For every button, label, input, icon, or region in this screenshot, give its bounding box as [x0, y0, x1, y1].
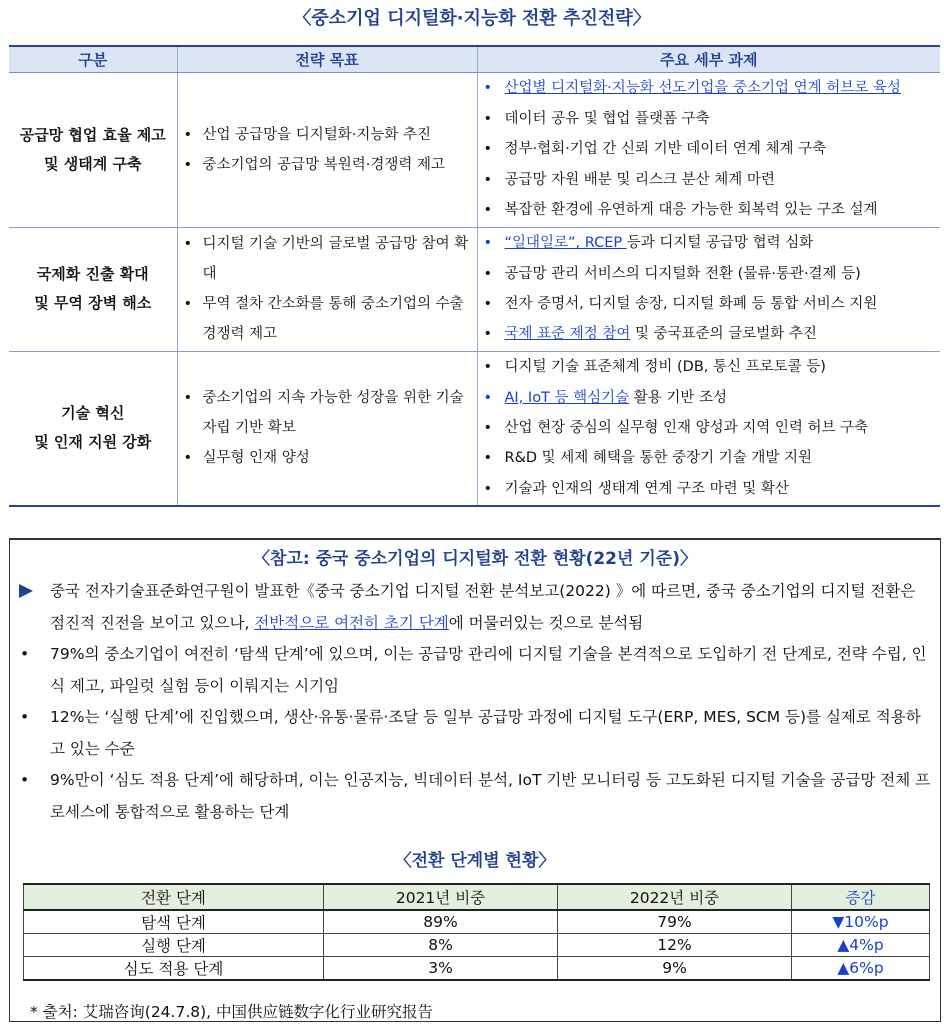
stage-header: 증감	[792, 884, 930, 910]
task-item: • 전자 증명서, 디지털 송장, 디지털 화폐 등 통합 서비스 지원	[478, 289, 941, 319]
task-item: • 공급망 관리 서비스의 디지털화 전환 (물류·통관·결제 등)	[478, 259, 941, 289]
stage-cell: 79%	[558, 910, 792, 934]
task-item: • R&D 및 세제 혜택을 통한 중장기 기술 개발 지원	[478, 443, 941, 473]
stage-cell: 3%	[324, 957, 558, 981]
goal-item: • 실무형 인재 양성	[178, 443, 477, 473]
goal-item: • 중소기업의 지속 가능한 성장을 위한 기술자립 기반 확보	[178, 383, 477, 443]
category-line: 및 생태계 구축	[44, 154, 142, 173]
goals-cell	[177, 351, 477, 506]
task-link[interactable]: 국제 표준 제정 참여	[504, 326, 631, 343]
goals-cell	[177, 72, 477, 227]
task-item: • AI, IoT 등 핵심기술 활용 기반 조성	[478, 383, 941, 413]
stage-row	[24, 957, 930, 981]
goal-item: • 산업 공급망을 디지털화·지능화 추진	[178, 120, 477, 150]
task-item: • 디지털 기술 표준체계 정비 (DB, 통신 프로토콜 등)	[478, 352, 941, 382]
category-line: 기술 혁신	[61, 404, 125, 423]
strategy-table	[9, 45, 940, 507]
category-line: 공급망 협업 효율 제고	[19, 125, 166, 144]
tasks-cell	[477, 227, 940, 351]
category-line: 및 무역 장벽 해소	[34, 294, 152, 312]
goals-cell	[177, 227, 477, 351]
stage-header: 전환 단계	[24, 884, 324, 910]
category-line: 국제화 진출 확대	[36, 265, 149, 283]
category-line: 및 인재 지원 강화	[34, 433, 152, 452]
strategy-row-globalization	[9, 227, 940, 351]
reference-paragraph: • 9%만이 ‘심도 적용 단계’에 해당하며, 이는 인공지능, 빅데이터 분석, IoT 기반 모니터링 등 고도화된 디지털 기술을 공급망 전체 프로세스에 통합적으로 활용하는 단계	[10, 765, 940, 828]
task-item: • 정부·협회·기업 간 신뢰 기반 데이터 연계 체계 구축	[478, 134, 941, 164]
reference-paragraph: • 79%의 중소기업이 여전히 ‘탐색 단계’에 있으며, 이는 공급망 관리에 디지털 기술을 본격적으로 도입하기 전 단계로, 전략 수립, 인식 제고, 파일럿 실험 등이 이뤄지는 시기임	[10, 639, 940, 702]
task-link[interactable]: “일대일로”, RCEP	[504, 235, 627, 252]
stage-cell: 탐색 단계	[24, 910, 324, 934]
task-item: • “일대일로”, RCEP 등과 디지털 공급망 협력 심화	[478, 228, 941, 258]
source-note: * 출처: 艾瑞咨询(24.7.8), 中国供应链数字化行业研究报告	[30, 1003, 434, 1021]
tasks-cell	[477, 351, 940, 506]
task-item: • 국제 표준 제정 참여 및 중국표준의 글로벌화 추진	[478, 319, 941, 349]
category-cell	[9, 351, 177, 506]
stage-change-cell: ▲4%p	[792, 934, 930, 957]
stage-table-title: 〈전환 단계별 현황〉	[394, 851, 556, 871]
header-tasks: 주요 세부 과제	[477, 46, 940, 72]
task-item: • 공급망 자원 배분 및 리스크 분산 체계 마련	[478, 165, 941, 195]
stage-table	[23, 883, 930, 981]
stage-cell: 8%	[324, 934, 558, 957]
task-item: • 데이터 공유 및 협업 플랫폼 구축	[478, 104, 941, 134]
main-title: 〈중소기업 디지털화·지능화 전환 추진전략〉	[293, 8, 651, 29]
goal-item: • 중소기업의 공급망 복원력·경쟁력 제고	[178, 150, 477, 180]
stage-row	[24, 934, 930, 957]
reference-title: 〈참고: 중국 중소기업의 디지털화 전환 현황(22년 기준)〉	[253, 549, 697, 569]
task-link[interactable]: 산업별 디지털화·지능화 선도기업을 중소기업 연계 허브로 육성	[504, 80, 901, 97]
goal-item: • 디지털 기술 기반의 글로벌 공급망 참여 확대	[178, 229, 477, 289]
stage-change-cell: ▼10%p	[792, 910, 930, 934]
reference-link[interactable]: 전반적으로 여전히 초기 단계	[254, 613, 449, 632]
task-item: • 산업 현장 중심의 실무형 인재 양성과 지역 인력 허브 구축	[478, 413, 941, 443]
stage-header-row	[24, 884, 930, 910]
task-item: • 기술과 인재의 생태계 연계 구조 마련 및 확산	[478, 474, 941, 504]
stage-cell: 실행 단계	[24, 934, 324, 957]
reference-paragraph: 중국 전자기술표준화연구원이 발표한《중국 중소기업 디지털 전환 분석보고(2022) 》에 따르면, 중국 중소기업의 디지털 전환은 점진적 진전을 보이고 있으나, 전반적으로 여전히 초기 단계에 머물러있는 것으로 분석됨	[10, 576, 940, 639]
category-cell	[9, 72, 177, 227]
task-item: • 복잡한 환경에 유연하게 대응 가능한 회복력 있는 구조 설계	[478, 195, 941, 225]
stage-row	[24, 910, 930, 934]
reference-list	[10, 576, 940, 828]
reference-box	[9, 538, 941, 1022]
stage-header: 2022년 비중	[558, 884, 792, 910]
stage-change-cell: ▲6%p	[792, 957, 930, 981]
strategy-row-supply-chain	[9, 72, 940, 227]
strategy-header-row	[9, 46, 940, 72]
task-item	[478, 73, 941, 103]
header-goal: 전략 목표	[177, 46, 477, 72]
stage-cell: 심도 적용 단계	[24, 957, 324, 981]
task-link[interactable]: AI, IoT 등 핵심기술	[504, 389, 630, 406]
tasks-cell	[477, 72, 940, 227]
stage-cell: 9%	[558, 957, 792, 981]
header-category: 구분	[9, 46, 177, 72]
stage-cell: 12%	[558, 934, 792, 957]
category-cell	[9, 227, 177, 351]
goal-item: • 무역 절차 간소화를 통해 중소기업의 수출 경쟁력 제고	[178, 289, 477, 349]
stage-header: 2021년 비중	[324, 884, 558, 910]
strategy-row-innovation	[9, 351, 940, 506]
stage-cell: 89%	[324, 910, 558, 934]
reference-paragraph: • 12%는 ‘실행 단계’에 진입했으며, 생산·유통·물류·조달 등 일부 공급망 과정에 디지털 도구(ERP, MES, SCM 등)를 실제로 적용하고 있는 수준	[10, 702, 940, 765]
